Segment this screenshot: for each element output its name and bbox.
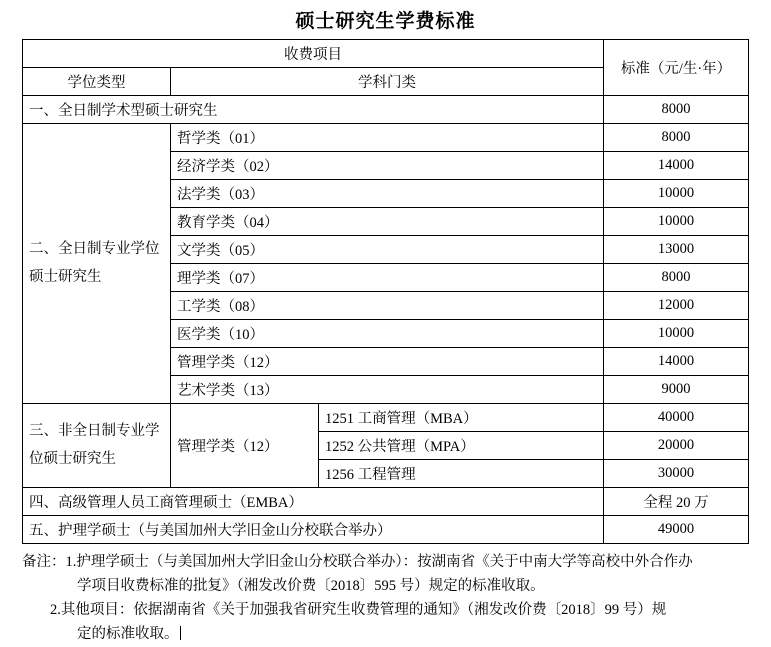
discipline-management: 管理学类（12） (170, 404, 318, 488)
program-name: 1251 工商管理（MBA） (318, 404, 603, 432)
discipline-name: 法学类（03） (170, 180, 603, 208)
discipline-name: 工学类（08） (170, 292, 603, 320)
header-standard: 标准（元/生·年） (604, 40, 749, 96)
group-label-fulltime-professional: 二、全日制专业学位硕士研究生 (22, 124, 170, 404)
discipline-amount: 10000 (604, 208, 749, 236)
header-fee-items: 收费项目 (22, 40, 603, 68)
program-amount: 20000 (604, 432, 749, 460)
discipline-amount: 8000 (604, 124, 749, 152)
note-line-3: 2.其他项目：依据湖南省《关于加强我省研究生收费管理的通知》（湘发改价费〔2018〕99 号）规 (50, 601, 667, 618)
page-title: 硕士研究生学费标准 (295, 11, 476, 32)
discipline-amount: 8000 (604, 264, 749, 292)
table-row (22, 404, 748, 432)
header-degree-type: 学位类型 (22, 68, 170, 96)
program-name: 1256 工程管理 (318, 460, 603, 488)
row-label-emba: 四、高级管理人员工商管理硕士（EMBA） (22, 488, 603, 516)
discipline-name: 管理学类（12） (170, 348, 603, 376)
program-amount: 30000 (604, 460, 749, 488)
note-line-4 (22, 623, 749, 647)
document-page (0, 6, 771, 642)
table-row (22, 124, 748, 152)
discipline-amount: 12000 (604, 292, 749, 320)
discipline-name: 理学类（07） (170, 264, 603, 292)
discipline-amount: 13000 (604, 236, 749, 264)
table-header-row-1 (22, 40, 748, 68)
discipline-amount: 10000 (604, 320, 749, 348)
discipline-name: 文学类（05） (170, 236, 603, 264)
program-amount: 40000 (604, 404, 749, 432)
discipline-amount: 14000 (604, 348, 749, 376)
table-row (22, 516, 748, 544)
note-line-4-text: 定的标准收取。 (77, 625, 179, 642)
discipline-name: 哲学类（01） (170, 124, 603, 152)
group-label-parttime-professional: 三、非全日制专业学位硕士研究生 (22, 404, 170, 488)
row-amount-emba: 全程 20 万 (604, 488, 749, 516)
row-label-nursing: 五、护理学硕士（与美国加州大学旧金山分校联合举办） (22, 516, 603, 544)
note-line-2: 学项目收费标准的批复》（湘发改价费〔2018〕595 号）规定的标准收取。 (77, 577, 545, 594)
text-cursor (180, 626, 181, 640)
row-amount-nursing: 49000 (604, 516, 749, 544)
discipline-name: 教育学类（04） (170, 208, 603, 236)
discipline-name: 经济学类（02） (170, 152, 603, 180)
row-label-academic-master: 一、全日制学术型硕士研究生 (22, 96, 603, 124)
discipline-amount: 14000 (604, 152, 749, 180)
discipline-amount: 10000 (604, 180, 749, 208)
table-row (22, 488, 748, 516)
row-amount-academic-master: 8000 (604, 96, 749, 124)
discipline-name: 医学类（10） (170, 320, 603, 348)
notes-section (0, 551, 771, 647)
note-line-1: 备注：1.护理学硕士（与美国加州大学旧金山分校联合举办）：按湖南省《关于中南大学等高校中外合作办 (22, 554, 693, 570)
fee-standard-table (22, 39, 749, 544)
header-discipline-category: 学科门类 (170, 68, 603, 96)
discipline-amount: 9000 (604, 376, 749, 404)
program-name: 1252 公共管理（MPA） (318, 432, 603, 460)
discipline-name: 艺术学类（13） (170, 376, 603, 404)
table-row (22, 96, 748, 124)
